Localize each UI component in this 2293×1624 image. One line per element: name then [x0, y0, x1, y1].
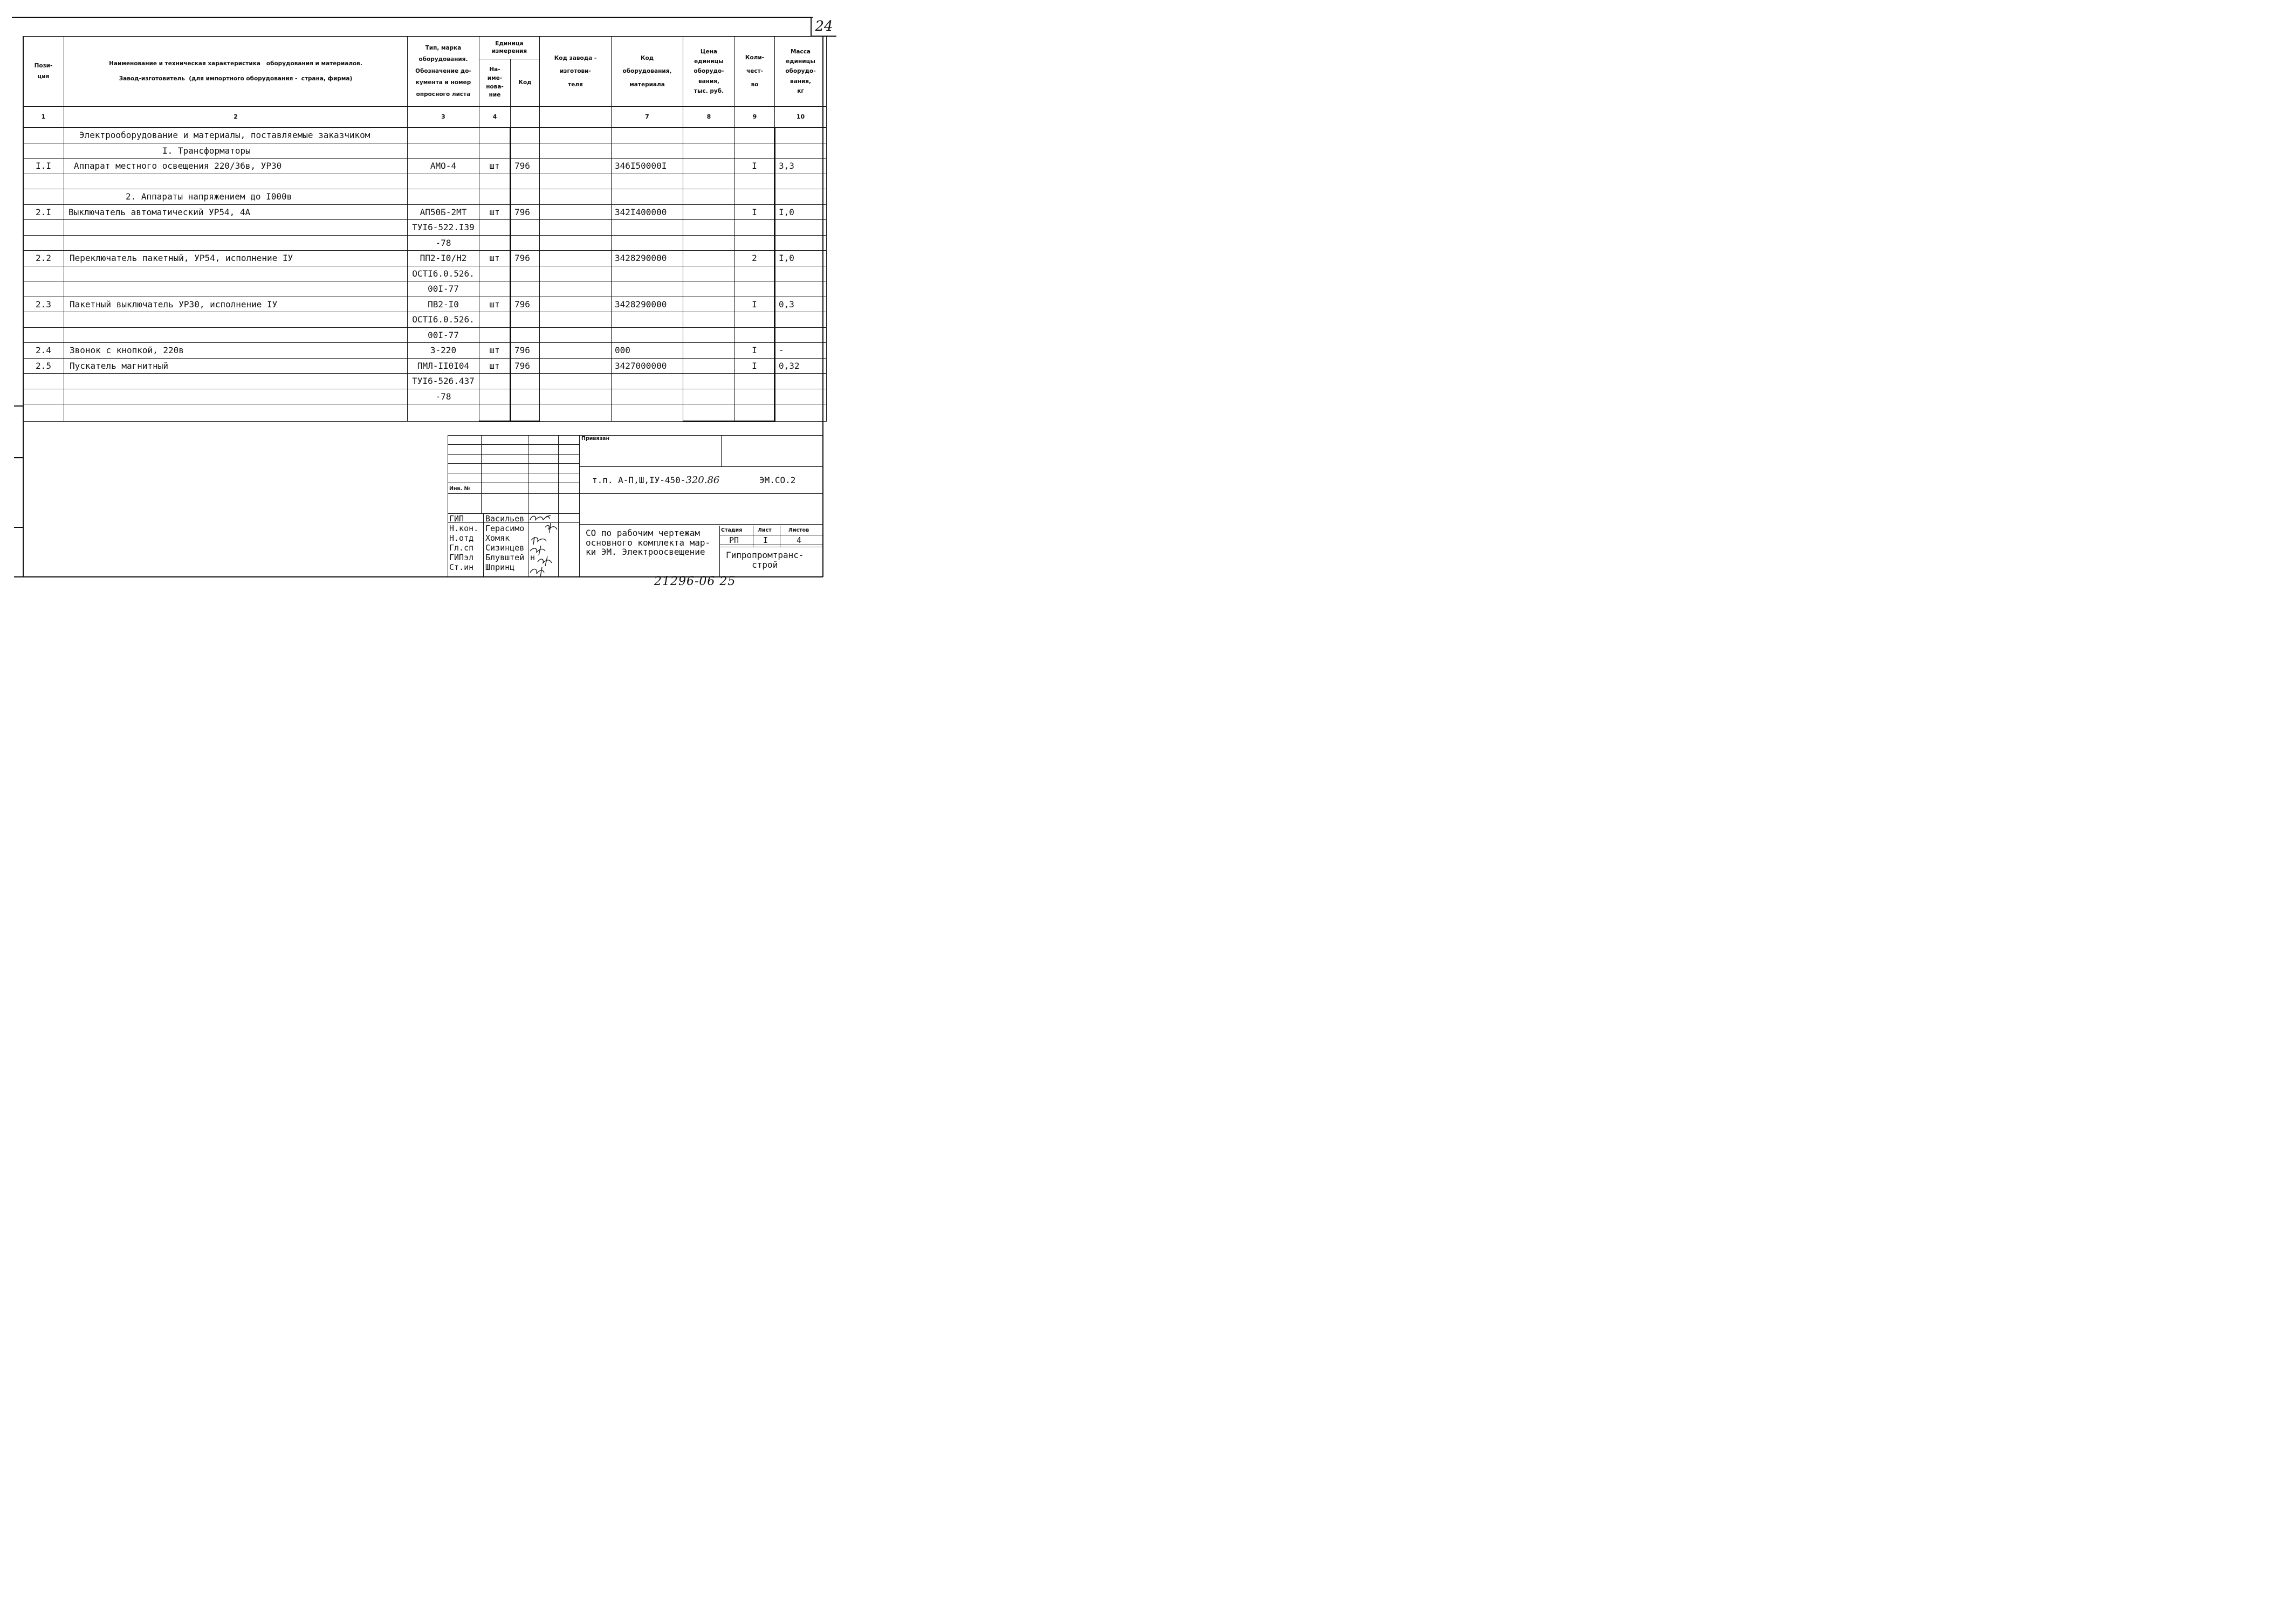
cell-mass: 3,3 — [775, 159, 827, 174]
cell-unit: шт — [479, 358, 511, 374]
cell-price — [683, 343, 735, 359]
cell-pos — [23, 143, 64, 159]
table-row — [23, 343, 827, 359]
cell-code — [511, 143, 540, 159]
staff-role: Н.кон. — [449, 524, 479, 533]
cell-mass — [775, 220, 827, 236]
cell-factory — [540, 235, 612, 251]
specification-body — [23, 128, 827, 422]
cell-factory — [540, 251, 612, 266]
cell-equip: 342I400000 — [612, 204, 683, 220]
staff-name: Сизинцев — [485, 543, 525, 553]
cell-unit: шт — [479, 343, 511, 359]
cell-unit — [479, 235, 511, 251]
cell-type — [408, 404, 479, 422]
cell-code — [511, 312, 540, 328]
cell-factory — [540, 327, 612, 343]
table-row — [23, 159, 827, 174]
cell-pos: 2.5 — [23, 358, 64, 374]
cell-price — [683, 404, 735, 422]
cell-unit — [479, 174, 511, 189]
cell-equip — [612, 174, 683, 189]
cell-pos — [23, 266, 64, 281]
cell-name: Выключатель автоматический УР54, 4А — [64, 204, 408, 220]
cell-equip — [612, 128, 683, 143]
cell-mass: 0,3 — [775, 297, 827, 312]
cell-pos — [23, 404, 64, 422]
cell-code — [511, 189, 540, 205]
project-code-handwritten: 320.86 — [685, 474, 720, 486]
table-row — [23, 374, 827, 389]
cell-type — [408, 128, 479, 143]
cell-mass — [775, 389, 827, 404]
table-row — [23, 251, 827, 266]
header-position: Пози- ция — [23, 37, 64, 107]
cell-factory — [540, 143, 612, 159]
staff-role: Н.отд — [449, 533, 474, 543]
column-number: 2 — [64, 107, 408, 128]
project-code-typed: т.п. А-П,Ш,IУ-450- — [592, 475, 686, 485]
cell-unit: шт — [479, 204, 511, 220]
staff-name: Блувштей — [485, 553, 525, 562]
staff-name: Хомяк — [485, 533, 510, 543]
cell-mass — [775, 189, 827, 205]
cell-name — [64, 281, 408, 297]
cell-equip: 3427000000 — [612, 358, 683, 374]
cell-type: 00I-77 — [408, 327, 479, 343]
cell-qty — [735, 128, 775, 143]
cell-type: З-220 — [408, 343, 479, 359]
cell-unit — [479, 189, 511, 205]
document-registration-number: 21296-06 25 — [654, 575, 736, 588]
cell-equip — [612, 327, 683, 343]
staff-name: Шпринц — [485, 562, 515, 572]
cell-price — [683, 143, 735, 159]
cell-name: Аппарат местного освещения 220/36в, УР30 — [64, 159, 408, 174]
header-unit-name: На- име- нова- ние — [479, 59, 511, 107]
column-number: 4 — [479, 107, 511, 128]
header-equipment-code: Код оборудования, материала — [612, 37, 683, 107]
document-description: СО по рабочим чертежам основного комплекта мар- ки ЭМ. Электроосвещение — [586, 528, 711, 558]
column-number: 3 — [408, 107, 479, 128]
cell-code — [511, 128, 540, 143]
table-row — [23, 189, 827, 205]
cell-mass — [775, 374, 827, 389]
cell-type: АП50Б-2МТ — [408, 204, 479, 220]
cell-qty — [735, 189, 775, 205]
margin-tick — [14, 457, 24, 458]
cell-type: ПМЛ-II0I04 — [408, 358, 479, 374]
cell-qty — [735, 389, 775, 404]
cell-unit — [479, 143, 511, 159]
cell-code — [511, 281, 540, 297]
cell-price — [683, 204, 735, 220]
header-mass: Масса единицы оборудо- вания, кг — [775, 37, 827, 107]
cell-equip — [612, 235, 683, 251]
cell-unit — [479, 389, 511, 404]
cell-mass — [775, 281, 827, 297]
cell-pos: 2.2 — [23, 251, 64, 266]
staff-role: ГИП — [449, 514, 464, 524]
cell-factory — [540, 204, 612, 220]
column-number — [511, 107, 540, 128]
cell-code — [511, 266, 540, 281]
cell-code — [511, 235, 540, 251]
cell-unit — [479, 220, 511, 236]
cell-price — [683, 297, 735, 312]
cell-unit: шт — [479, 251, 511, 266]
cell-factory — [540, 128, 612, 143]
top-border — [12, 17, 813, 18]
table-row — [23, 297, 827, 312]
table-row — [23, 327, 827, 343]
cell-factory — [540, 281, 612, 297]
cell-factory — [540, 297, 612, 312]
cell-code — [511, 220, 540, 236]
cell-pos — [23, 312, 64, 328]
cell-pos: I.I — [23, 159, 64, 174]
cell-name — [64, 312, 408, 328]
cell-type: ОСТI6.0.526. — [408, 266, 479, 281]
cell-equip — [612, 266, 683, 281]
cell-name: I. Трансформаторы — [64, 143, 408, 159]
cell-unit — [479, 266, 511, 281]
cell-mass — [775, 174, 827, 189]
cell-qty — [735, 312, 775, 328]
staff-name-continuation: н — [530, 553, 536, 562]
cell-pos — [23, 174, 64, 189]
cell-unit — [479, 312, 511, 328]
cell-mass: 0,32 — [775, 358, 827, 374]
cell-equip — [612, 389, 683, 404]
column-number: 9 — [735, 107, 775, 128]
cell-factory — [540, 358, 612, 374]
cell-name — [64, 235, 408, 251]
table-row — [23, 143, 827, 159]
header-quantity: Коли- чест- во — [735, 37, 775, 107]
cell-mass: I,0 — [775, 251, 827, 266]
cell-factory — [540, 389, 612, 404]
cell-name: Звонок с кнопкой, 220в — [64, 343, 408, 359]
cell-pos: 2.I — [23, 204, 64, 220]
cell-price — [683, 159, 735, 174]
cell-name — [64, 327, 408, 343]
stage-value: РП — [729, 535, 739, 545]
table-row — [23, 358, 827, 374]
cell-name: Пакетный выключатель УР30, исполнение IУ — [64, 297, 408, 312]
cell-mass: - — [775, 343, 827, 359]
header-unit: Единица измерения — [479, 37, 540, 59]
header-price: Цена единицы оборудо- вания, тыс. руб. — [683, 37, 735, 107]
table-row — [23, 235, 827, 251]
cell-unit — [479, 281, 511, 297]
cell-equip — [612, 374, 683, 389]
cell-name — [64, 174, 408, 189]
cell-qty — [735, 174, 775, 189]
cell-qty — [735, 235, 775, 251]
cell-equip — [612, 281, 683, 297]
sheet-label: Лист — [758, 527, 772, 533]
cell-type: ПВ2-I0 — [408, 297, 479, 312]
cell-price — [683, 220, 735, 236]
cell-unit: шт — [479, 159, 511, 174]
organization-name: Гипропромтранс- строй — [726, 550, 804, 570]
cell-pos — [23, 389, 64, 404]
specification-table — [23, 36, 827, 422]
column-number — [540, 107, 612, 128]
column-number: 7 — [612, 107, 683, 128]
table-row — [23, 312, 827, 328]
cell-price — [683, 266, 735, 281]
cell-type: ПП2-I0/Н2 — [408, 251, 479, 266]
cell-code — [511, 374, 540, 389]
table-row — [23, 404, 827, 422]
cell-code: 796 — [511, 358, 540, 374]
cell-price — [683, 174, 735, 189]
cell-mass — [775, 128, 827, 143]
cell-price — [683, 128, 735, 143]
cell-price — [683, 374, 735, 389]
project-code — [592, 476, 719, 485]
cell-qty: 2 — [735, 251, 775, 266]
cell-price — [683, 235, 735, 251]
cell-name: Пускатель магнитный — [64, 358, 408, 374]
cell-code: 796 — [511, 251, 540, 266]
cell-pos — [23, 281, 64, 297]
cell-qty: I — [735, 159, 775, 174]
staff-role: Гл.сп — [449, 543, 474, 553]
cell-pos — [23, 235, 64, 251]
cell-factory — [540, 266, 612, 281]
document-mark: ЭМ.СО.2 — [759, 475, 796, 485]
cell-type — [408, 174, 479, 189]
cell-code: 796 — [511, 343, 540, 359]
cell-equip — [612, 143, 683, 159]
cell-unit — [479, 404, 511, 422]
cell-unit — [479, 327, 511, 343]
cell-name: 2. Аппараты напряжением до I000в — [64, 189, 408, 205]
cell-equip: 3428290000 — [612, 297, 683, 312]
header-name — [64, 37, 408, 107]
header-unit-code: Код — [511, 59, 540, 107]
staff-name: Герасимо — [485, 524, 525, 533]
staff-role: Ст.ин — [449, 562, 474, 572]
table-row — [23, 174, 827, 189]
cell-qty: I — [735, 358, 775, 374]
cell-qty: I — [735, 297, 775, 312]
header-factory-code: Код завода - изготови- теля — [540, 37, 612, 107]
table-row — [23, 204, 827, 220]
cell-qty: I — [735, 204, 775, 220]
cell-mass — [775, 266, 827, 281]
staff-role: ГИПэл — [449, 553, 474, 562]
cell-equip — [612, 220, 683, 236]
cell-pos — [23, 374, 64, 389]
cell-factory — [540, 159, 612, 174]
column-number: 8 — [683, 107, 735, 128]
cell-factory — [540, 404, 612, 422]
title-block — [448, 435, 822, 576]
cell-name — [64, 404, 408, 422]
cell-mass — [775, 312, 827, 328]
cell-price — [683, 189, 735, 205]
cell-qty — [735, 281, 775, 297]
column-number: 10 — [775, 107, 827, 128]
cell-price — [683, 327, 735, 343]
cell-pos — [23, 128, 64, 143]
privyazan-label: Привязан — [581, 436, 610, 442]
margin-tick — [14, 527, 24, 528]
cell-name — [64, 220, 408, 236]
cell-mass — [775, 327, 827, 343]
sheets-label: Листов — [788, 527, 809, 533]
cell-type: -78 — [408, 235, 479, 251]
cell-pos: 2.4 — [23, 343, 64, 359]
cell-type: АМО-4 — [408, 159, 479, 174]
header-name-line1: Наименование и техническая характеристика оборудования и материалов. — [109, 60, 362, 67]
cell-factory — [540, 343, 612, 359]
cell-code — [511, 389, 540, 404]
cell-name — [64, 374, 408, 389]
cell-qty — [735, 266, 775, 281]
cell-mass: I,0 — [775, 204, 827, 220]
table-row — [23, 389, 827, 404]
cell-code: 796 — [511, 297, 540, 312]
cell-factory — [540, 189, 612, 205]
cell-type: ТУI6-526.437 — [408, 374, 479, 389]
header-name-line2: Завод-изготовитель (для импортного оборудования - страна, фирма) — [119, 75, 353, 82]
cell-type: ТУI6-522.I39 — [408, 220, 479, 236]
signatures-graphic — [527, 513, 560, 577]
cell-code — [511, 404, 540, 422]
cell-type: ОСТI6.0.526. — [408, 312, 479, 328]
staff-name: Васильев — [485, 514, 525, 524]
cell-unit — [479, 128, 511, 143]
cell-pos — [23, 220, 64, 236]
cell-unit — [479, 374, 511, 389]
cell-equip: 346I50000I — [612, 159, 683, 174]
cell-factory — [540, 174, 612, 189]
cell-pos — [23, 327, 64, 343]
cell-equip: 000 — [612, 343, 683, 359]
cell-pos: 2.3 — [23, 297, 64, 312]
cell-code — [511, 327, 540, 343]
cell-name — [64, 266, 408, 281]
cell-qty — [735, 327, 775, 343]
cell-pos — [23, 189, 64, 205]
cell-name: Электрооборудование и материалы, поставляемые заказчиком — [64, 128, 408, 143]
table-row — [23, 281, 827, 297]
cell-code: 796 — [511, 204, 540, 220]
cell-unit: шт — [479, 297, 511, 312]
cell-name: Переключатель пакетный, УР54, исполнение IУ — [64, 251, 408, 266]
cell-code — [511, 174, 540, 189]
cell-qty — [735, 220, 775, 236]
cell-mass — [775, 235, 827, 251]
cell-price — [683, 358, 735, 374]
cell-equip — [612, 404, 683, 422]
cell-equip — [612, 312, 683, 328]
cell-qty — [735, 374, 775, 389]
cell-price — [683, 312, 735, 328]
cell-code: 796 — [511, 159, 540, 174]
cell-name — [64, 389, 408, 404]
cell-price — [683, 389, 735, 404]
cell-qty — [735, 143, 775, 159]
table-row — [23, 128, 827, 143]
column-number: 1 — [23, 107, 64, 128]
sheet-value: I — [763, 535, 768, 545]
cell-type: -78 — [408, 389, 479, 404]
cell-factory — [540, 312, 612, 328]
cell-type: 00I-77 — [408, 281, 479, 297]
cell-mass — [775, 404, 827, 422]
header-type: Тип, марка оборудования. Обозначение до- кумента и номер опросного листа — [408, 37, 479, 107]
sheets-value: 4 — [797, 535, 802, 545]
page-number: 24 — [811, 17, 836, 37]
cell-factory — [540, 220, 612, 236]
cell-qty: I — [735, 343, 775, 359]
cell-qty — [735, 404, 775, 422]
table-row — [23, 220, 827, 236]
inventory-label: Инв. № — [449, 486, 470, 492]
cell-type — [408, 189, 479, 205]
cell-type — [408, 143, 479, 159]
cell-factory — [540, 374, 612, 389]
cell-equip — [612, 189, 683, 205]
table-row — [23, 266, 827, 281]
cell-mass — [775, 143, 827, 159]
cell-equip: 3428290000 — [612, 251, 683, 266]
cell-price — [683, 251, 735, 266]
cell-price — [683, 281, 735, 297]
stage-label: Стадия — [721, 527, 743, 533]
